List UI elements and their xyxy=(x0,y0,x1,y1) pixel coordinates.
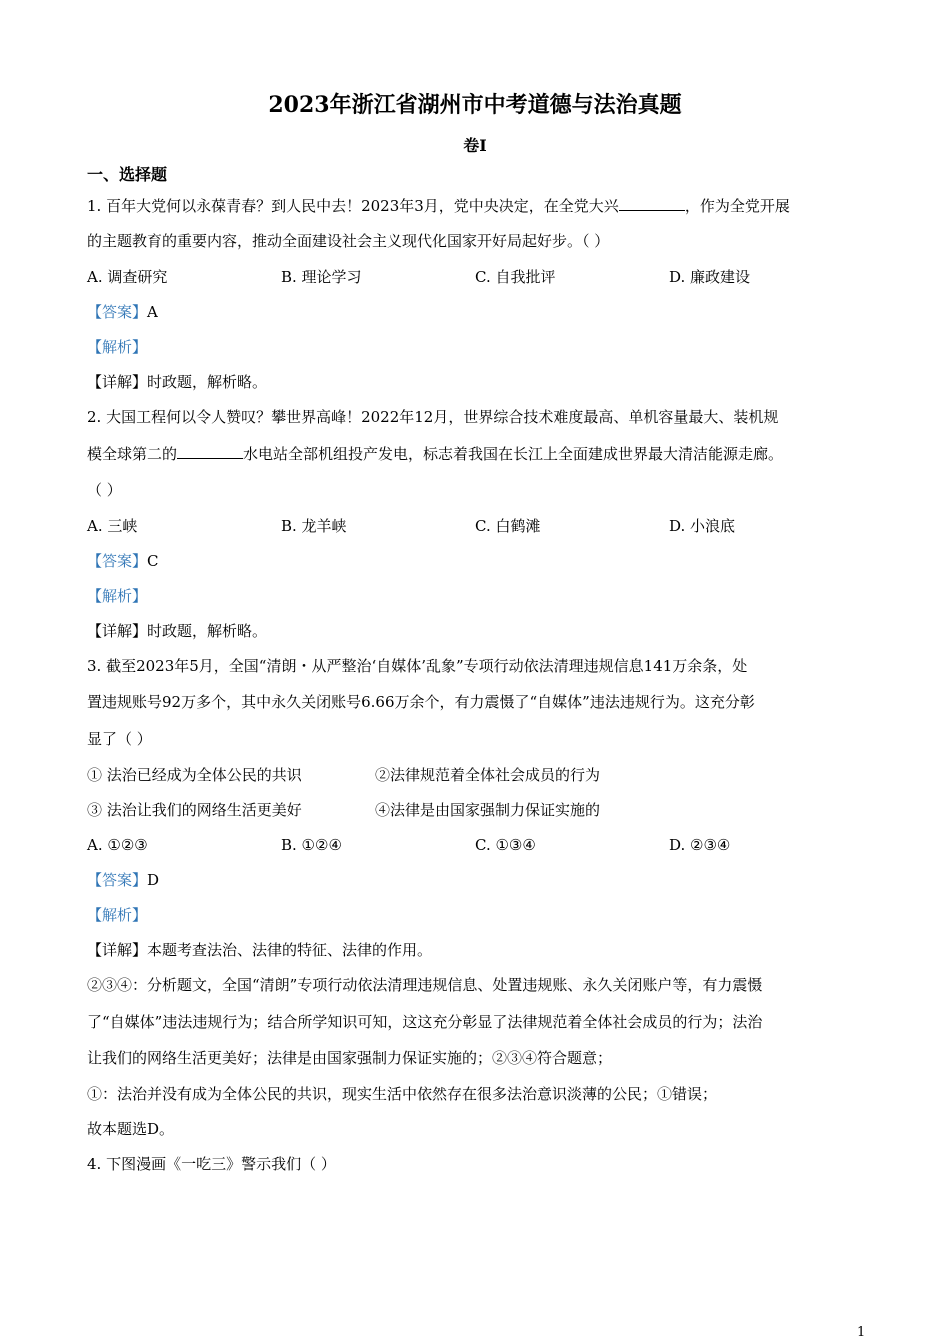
q2-answer: 【答案】C xyxy=(87,552,159,570)
q3-option-a: A. ①②③ xyxy=(87,836,148,854)
q3-option-b: B. ①②④ xyxy=(281,836,342,854)
q2-option-d: D. 小浪底 xyxy=(669,517,736,535)
question-3-line-3: 显了（ ） xyxy=(87,730,152,748)
q2-option-a: A. 三峡 xyxy=(87,517,138,535)
question-2-line-1: 2. 大国工程何以令人赞叹？攀世界高峰！2022年12月，世界综合技术难度最高、单机容量最大、装机规 xyxy=(87,408,779,426)
q3-detail: 【详解】本题考查法治、法律的特征、法律的作用。 xyxy=(87,941,433,959)
q2-option-c: C. 白鹤滩 xyxy=(475,517,541,535)
q3-option-c: C. ①③④ xyxy=(475,836,536,854)
q1-analysis-label: 【解析】 xyxy=(87,338,148,356)
question-4-line-1: 4. 下图漫画《一吃三》警示我们（ ） xyxy=(87,1155,336,1173)
q2-option-b: B. 龙羊峡 xyxy=(281,517,347,535)
q1-option-c: C. 自我批评 xyxy=(475,268,556,286)
paper-volume-label: 卷I xyxy=(463,136,487,155)
q3-explanation-line-2: 了“自媒体”违法违规行为；结合所学知识可知，这这充分彰显了法律规范着全体社会成员的行为；法治 xyxy=(87,1013,763,1031)
page-number: 1 xyxy=(857,1325,866,1340)
question-3-line-2: 置违规账号92万多个，其中永久关闭账号6.66万余个，有力震慑了“自媒体”违法违规行为。这充分彰 xyxy=(87,693,755,711)
q3-explanation-line-1: ②③④：分析题文，全国“清朗”专项行动依法清理违规信息、处置违规账、永久关闭账户等，有力震慑 xyxy=(87,976,763,994)
question-2-line-3: （ ） xyxy=(87,481,122,499)
q2-analysis-label: 【解析】 xyxy=(87,587,148,605)
q2-detail: 【详解】时政题，解析略。 xyxy=(87,622,268,640)
question-1-line-2: 的主题教育的重要内容，推动全面建设社会主义现代化国家开好局起好步。（ ） xyxy=(87,232,610,250)
q1-option-d: D. 廉政建设 xyxy=(669,268,751,286)
q3-statement-1: ① 法治已经成为全体公民的共识 xyxy=(87,766,302,784)
q1-detail: 【详解】时政题，解析略。 xyxy=(87,373,268,391)
q3-statement-4: ④法律是由国家强制力保证实施的 xyxy=(375,801,601,819)
q1-answer: 【答案】A xyxy=(87,303,158,321)
page-title: 2023年浙江省湖州市中考道德与法治真题 xyxy=(268,92,682,118)
answer-blank xyxy=(619,194,685,211)
q3-explanation-line-4: ①：法治并没有成为全体公民的共识，现实生活中依然存在很多法治意识淡薄的公民；①错误； xyxy=(87,1085,718,1103)
q3-statement-3: ③ 法治让我们的网络生活更美好 xyxy=(87,801,302,819)
q3-analysis-label: 【解析】 xyxy=(87,906,148,924)
question-2-line-2: 模全球第二的 水电站全部机组投产发电，标志着我国在长江上全面建成世界最大清洁能源走廊。 xyxy=(87,442,862,465)
q3-option-d: D. ②③④ xyxy=(669,836,731,854)
question-3-line-1: 3. 截至2023年5月，全国“清朗・从严整治‘自媒体’乱象”专项行动依法清理违规信息141万余条，处 xyxy=(87,657,748,675)
question-1-line-1: 1. 百年大党何以永葆青春？到人民中去！2023年3月，党中央决定，在全党大兴 ，作为全党开展 xyxy=(87,194,862,217)
q3-answer: 【答案】D xyxy=(87,871,160,889)
q1-option-b: B. 理论学习 xyxy=(281,268,362,286)
q3-statement-2: ②法律规范着全体社会成员的行为 xyxy=(375,766,601,784)
answer-blank xyxy=(177,442,243,459)
section-heading: 一、选择题 xyxy=(87,165,168,184)
q1-option-a: A. 调查研究 xyxy=(87,268,168,286)
q3-conclusion: 故本题选D。 xyxy=(87,1120,175,1138)
q3-explanation-line-3: 让我们的网络生活更美好；法律是由国家强制力保证实施的；②③④符合题意； xyxy=(87,1049,613,1067)
